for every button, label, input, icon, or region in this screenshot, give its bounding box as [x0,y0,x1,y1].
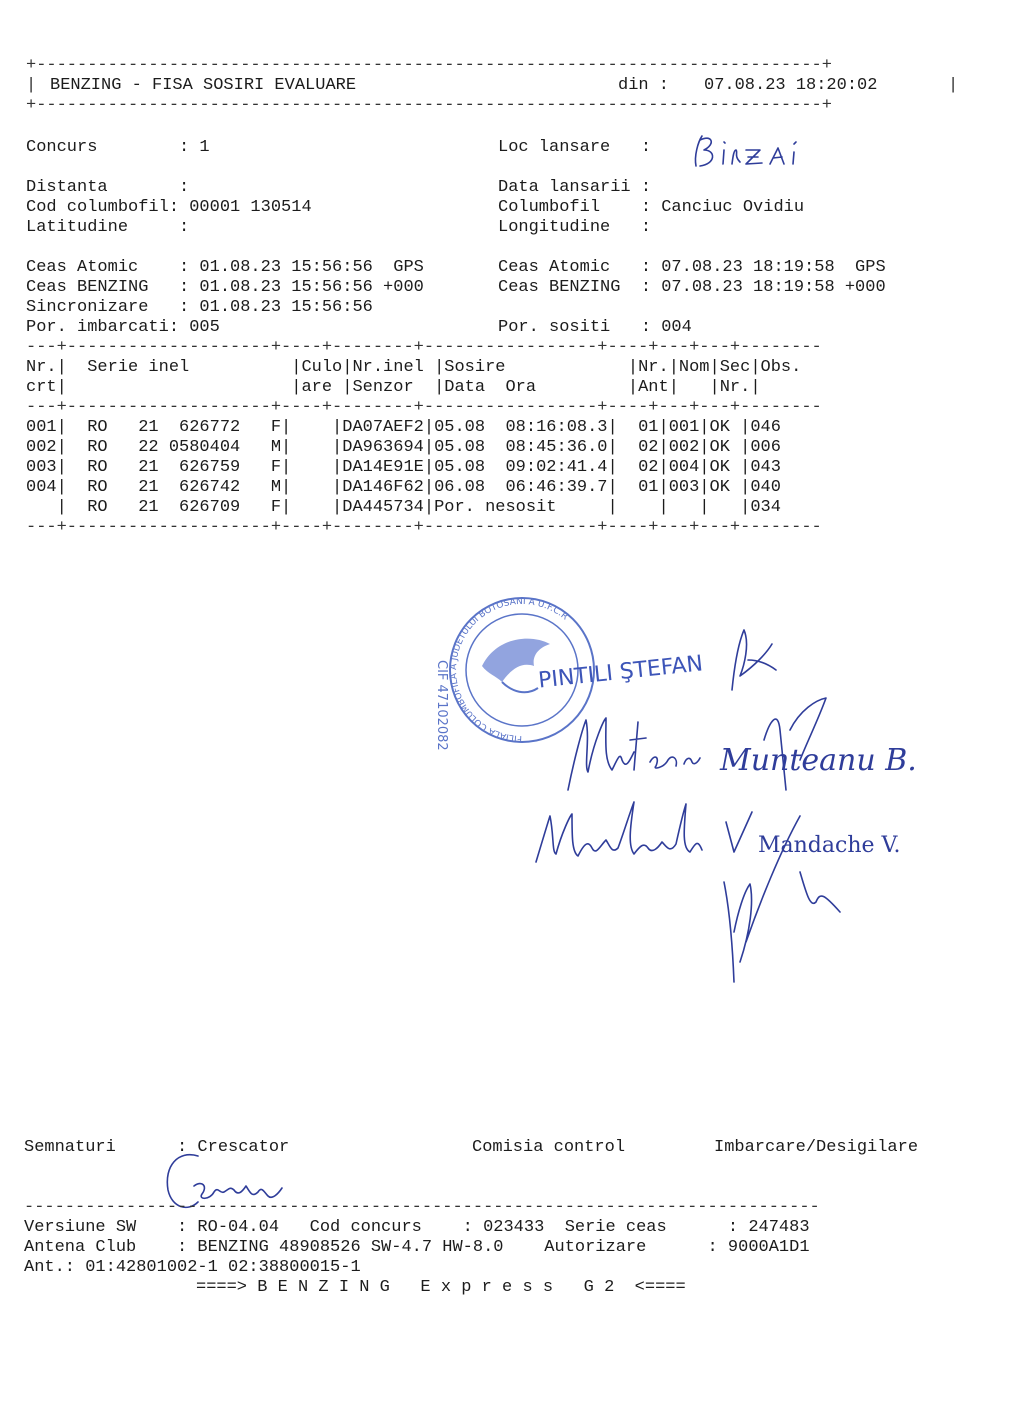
table-bottom-rule: ---+--------------------+----+--------+-----------------+----+---+---+-------- [26,518,822,537]
columbofil-line: Columbofil : Canciuc Ovidiu [498,198,805,217]
table-row: 001| RO 21 626772 F| |DA07AEF2|05.08 08:16:08.3| 01|001|OK |046 [26,418,781,437]
versiune-line: Versiune SW : RO-04.04 Cod concurs : 023433 Serie ceas : 247483 [24,1218,810,1237]
stamp-ring-text: FILIALA COLUMBOFILA A JUDETULUI BOTOSANI A U.F.C.R [448,596,570,744]
signature-large [720,812,850,997]
table-row: 002| RO 22 0580404 M| |DA963694|05.08 08:45:36.0| 02|002|OK |006 [26,438,781,457]
antena-line: Antena Club : BENZING 48908526 SW-4.7 HW-8.0 Autorizare : 9000A1D1 [24,1238,810,1257]
signature-initials [760,690,840,805]
ceas-benzing-left: Ceas BENZING : 01.08.23 15:56:56 +000 [26,278,424,297]
document-title: BENZING - FISA SOSIRI EVALUARE [50,76,357,95]
ceas-atomic-left: Ceas Atomic : 01.08.23 15:56:56 GPS [26,258,424,277]
ceas-benzing-right: Ceas BENZING : 07.08.23 18:19:58 +000 [498,278,886,297]
table-row: 003| RO 21 626759 F| |DA14E91E|05.08 09:02:41.4| 02|004|OK |043 [26,458,781,477]
comisia-control-label: Comisia control [472,1138,626,1157]
footer-rule: ------------------------------------------------------------------------------ [24,1198,820,1217]
stamp-name: PINTILI ŞTEFAN [537,651,705,694]
cod-columbofil-line: Cod columbofil: 00001 130514 [26,198,312,217]
table-header-row-1: Nr.| Serie inel |Culo|Nr.inel |Sosire |Nr.|Nom|Sec|Obs. [26,358,802,377]
distanta-line: Distanta : [26,178,190,197]
por-sositi-line: Por. sositi : 004 [498,318,692,337]
ceas-atomic-right: Ceas Atomic : 07.08.23 18:19:58 GPS [498,258,886,277]
sincronizare-line: Sincronizare : 01.08.23 15:56:56 [26,298,373,317]
data-lansarii-line: Data lansarii : [498,178,652,197]
stamp-cif: CIF 47102082 [434,660,449,751]
loc-lansare-handwriting [690,130,810,179]
table-top-rule: ---+--------------------+----+--------+-----------------+----+---+---+-------- [26,338,822,357]
header-left-bar: | [26,76,37,95]
header-right-bar: | [948,76,959,95]
signature-munteanu [560,700,917,805]
por-imbarcati-line: Por. imbarcati: 005 [26,318,220,337]
table-row: | RO 21 626709 F| |DA445734|Por. nesosit | | | |034 [26,498,781,517]
loc-lansare-label: Loc lansare : [498,138,652,157]
longitudine-line: Longitudine : [498,218,652,237]
header-date-value: 07.08.23 18:20:02 [704,76,878,95]
semnaturi-line: Semnaturi : Crescator [24,1138,290,1157]
signature-munteanu-text: Munteanu B. [720,743,917,778]
ant-line: Ant.: 01:42801002-1 02:38800015-1 [24,1258,361,1277]
header-date-label: din : [618,76,670,95]
benzing-brand-line: ====> B E N Z I N G E x p r e s s G 2 <==== [196,1278,686,1297]
table-row: 004| RO 21 626742 M| |DA146F62|06.08 06:46:39.7| 01|003|OK |040 [26,478,781,497]
table-header-rule: ---+--------------------+----+--------+-----------------+----+---+---+-------- [26,398,822,417]
concurs-line: Concurs : 1 [26,138,210,157]
imbarcare-label: Imbarcare/Desigilare [714,1138,919,1157]
table-header-row-2: crt| |are |Senzor |Data Ora |Ant| |Nr.| [26,378,761,397]
header-bottom-rule: +-----------------------------------------------------------------------------+ [26,96,832,115]
latitudine-line: Latitudine : [26,218,190,237]
signature-mandache-text: Mandache V. [758,833,901,858]
header-top-rule: +-----------------------------------------------------------------------------+ [26,56,832,75]
